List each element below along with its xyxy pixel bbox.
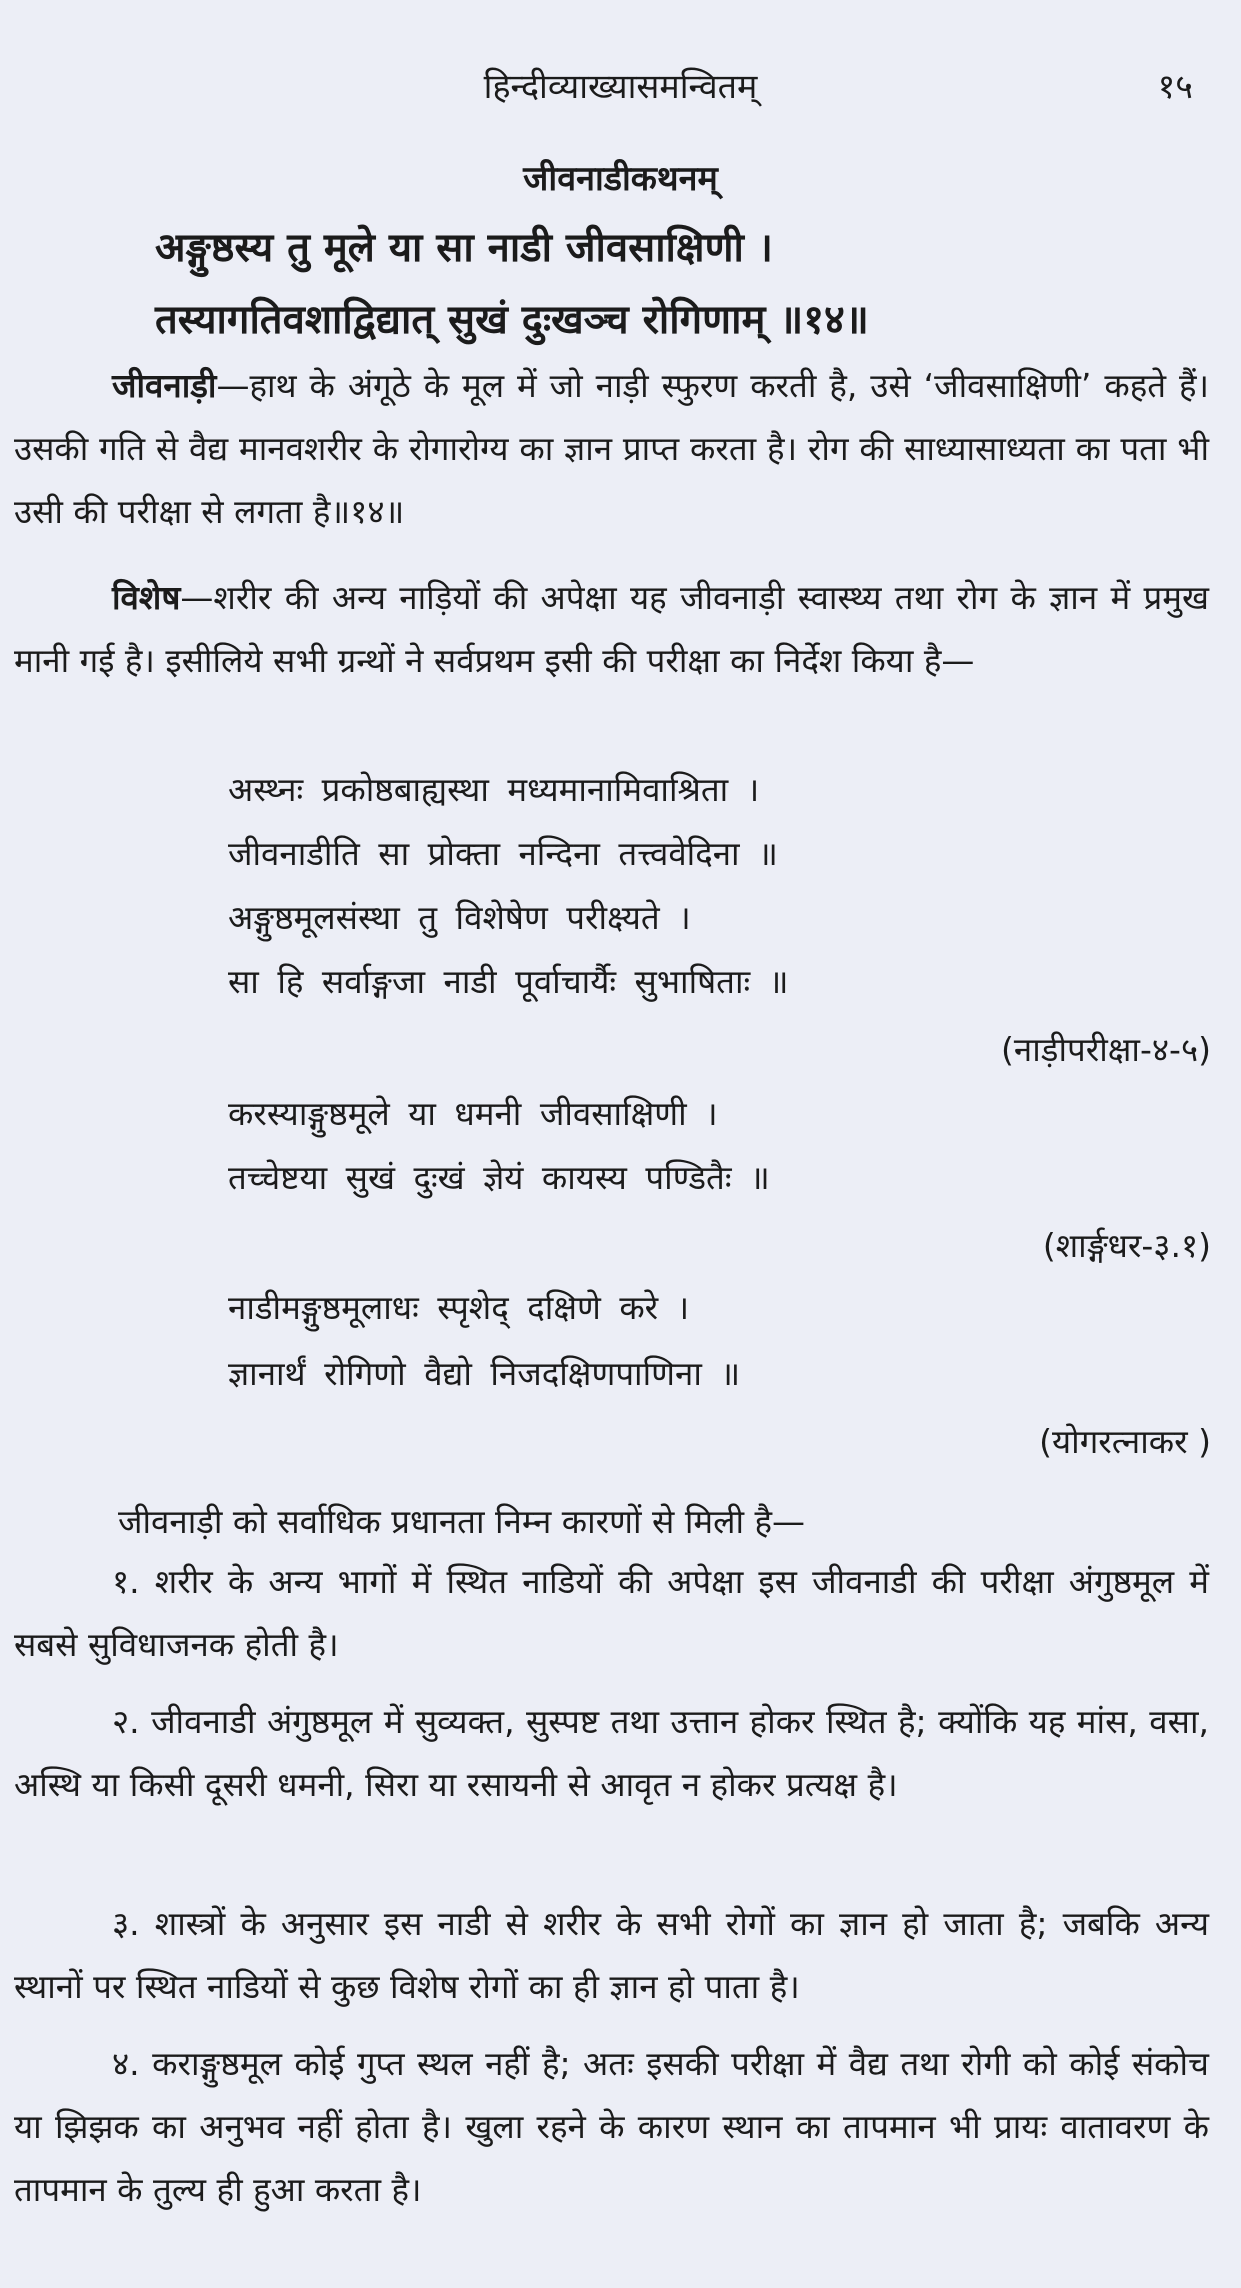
quote-line: जीवनाडीति सा प्रोक्ता नन्दिना तत्त्ववेदिना ॥ — [228, 834, 778, 873]
reasons-intro: जीवनाड़ी को सर्वाधिक प्रधानता निम्न कारणों से मिली है— — [118, 1502, 806, 1541]
quote-line: तच्चेष्टया सुखं दुःखं ज्ञेयं कायस्य पण्डितैः ॥ — [228, 1158, 770, 1197]
quote-line: नाडीमङ्गुष्ठमूलाधः स्पृशेद् दक्षिणे करे । — [228, 1288, 690, 1327]
quote-citation: (शार्ङ्गधर-३.१) — [1042, 1226, 1211, 1265]
quote-line: करस्याङ्गुष्ठमूले या धमनी जीवसाक्षिणी । — [228, 1094, 718, 1133]
reason-item: १. शरीर के अन्य भागों में स्थित नाडियों की अपेक्षा इस जीवनाडी की परीक्षा अंगुष्ठमूल में सबसे सुविधाजनक होती है। — [14, 1562, 1209, 1664]
page-number: १५ — [1157, 67, 1193, 107]
commentary-text: —हाथ के अंगूठे के मूल में जो नाड़ी स्फुरण करती है, उसे ‘जीवसाक्षिणी’ कहते हैं। उसकी गति से वैद्य मानवशरीर के रोगारोग्य का ज्ञान प्राप्त करता है। रोग की साध्यासाध्यता का पता भी उसी की परीक्षा से लगता है॥१४॥ — [14, 366, 1209, 531]
commentary-term: जीवनाड़ी — [112, 366, 217, 405]
reason-item: २. जीवनाडी अंगुष्ठमूल में सुव्यक्त, सुस्पष्ट तथा उत्तान होकर स्थित है; क्योंकि यह मांस, वसा, अस्थि या किसी दूसरी धमनी, सिरा या रसायनी से आवृत न होकर प्रत्यक्ष है। — [14, 1702, 1210, 1804]
special-term: विशेष — [112, 578, 181, 617]
quote-line: सा हि सर्वाङ्गजा नाडी पूर्वाचार्यैः सुभाषिताः ॥ — [228, 962, 789, 1001]
special-paragraph — [14, 566, 1209, 692]
commentary-paragraph — [14, 354, 1209, 543]
reason-item: ३. शास्त्रों के अनुसार इस नाडी से शरीर के सभी रोगों का ज्ञान हो जाता है; जबकि अन्य स्थानों पर स्थित नाडियों से कुछ विशेष रोगों का ही ज्ञान हो पाता है। — [14, 1904, 1209, 2006]
quote-citation: (नाड़ीपरीक्षा-४-५) — [1001, 1030, 1211, 1069]
main-verse-line-1: अङ्गुष्ठस्य तु मूले या सा नाडी जीवसाक्षिणी । — [155, 225, 773, 271]
quote-line: अङ्गुष्ठमूलसंस्था तु विशेषेण परीक्ष्यते । — [228, 898, 691, 937]
quote-citation: (योगरत्नाकर ) — [1039, 1422, 1211, 1461]
running-header — [0, 62, 1241, 122]
special-text: —शरीर की अन्य नाड़ियों की अपेक्षा यह जीवनाड़ी स्वास्थ्य तथा रोग के ज्ञान में प्रमुख मानी गई है। इसीलिये सभी ग्रन्थों ने सर्वप्रथम इसी की परीक्षा का निर्देश किया है— — [14, 578, 1209, 680]
reason-item: ४. कराङ्गुष्ठमूल कोई गुप्त स्थल नहीं है; अतः इसकी परीक्षा में वैद्य तथा रोगी को कोई संकोच या झिझक का अनुभव नहीं होता है। खुला रहने के कारण स्थान का तापमान भी प्रायः वातावरण के तापमान के तुल्य ही हुआ करता है। — [14, 2044, 1209, 2209]
quote-line: अस्थ्नः प्रकोष्ठबाह्यस्था मध्यमानामिवाश्रिता । — [228, 770, 760, 809]
main-verse-line-2: तस्यागतिवशाद्विद्यात् सुखं दुःखञ्च रोगिणाम् ॥१४॥ — [155, 297, 869, 343]
running-title: हिन्दीव्याख्यासमन्वितम् — [483, 67, 758, 107]
quote-line: ज्ञानार्थं रोगिणो वैद्यो निजदक्षिणपाणिना ॥ — [228, 1354, 741, 1393]
section-heading: जीवनाडीकथनम् — [523, 159, 718, 199]
